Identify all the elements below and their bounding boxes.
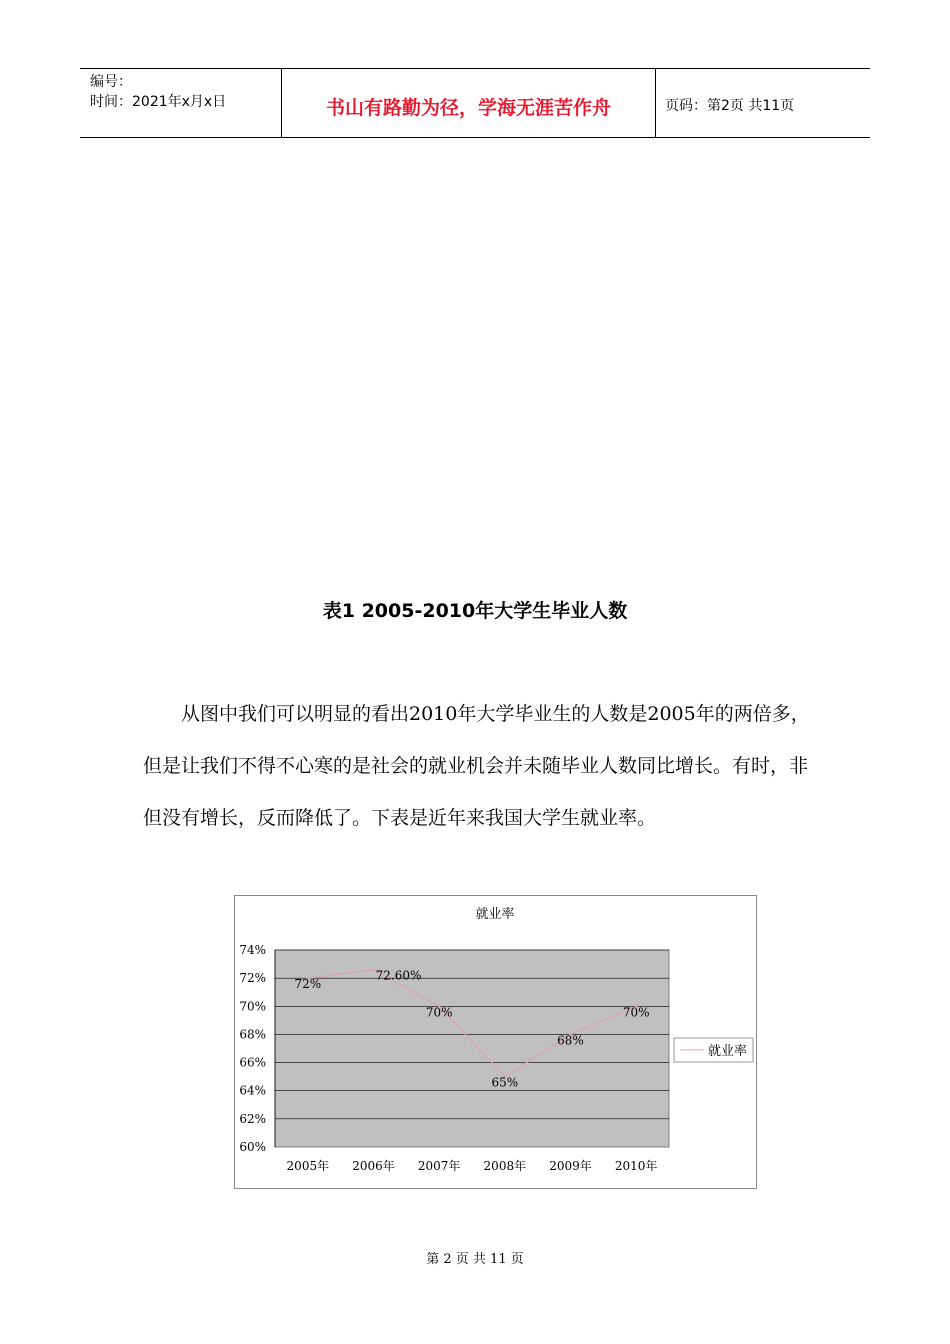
data-label: 65%: [491, 1075, 519, 1090]
x-tick-label: 2008年: [483, 1159, 527, 1173]
y-tick-label: 62%: [239, 1111, 266, 1126]
y-tick-label: 70%: [239, 999, 266, 1014]
x-tick-label: 2007年: [417, 1159, 461, 1173]
body-paragraph: [143, 688, 813, 844]
motto: 书山有路勤为径，学海无涯苦作舟: [325, 97, 611, 119]
data-point: [372, 969, 374, 971]
data-label: 68%: [557, 1033, 584, 1048]
chart-title: 就业率: [475, 907, 515, 922]
page-footer: 第 2 页 共 11 页: [426, 1252, 524, 1267]
y-tick-label: 68%: [239, 1027, 266, 1042]
x-tick-label: 2005年: [286, 1159, 330, 1173]
legend-label: 就业率: [708, 1044, 748, 1059]
y-tick-label: 74%: [239, 943, 266, 957]
y-tick-label: 66%: [239, 1055, 266, 1070]
plot-area: [275, 950, 669, 1147]
document-date: 时间：2021年x月x日: [90, 94, 227, 110]
y-tick-label: 64%: [239, 1083, 266, 1098]
header-page-cell: [655, 69, 870, 137]
document-number-label: 编号：: [90, 74, 132, 90]
x-tick-label: 2006年: [352, 1159, 395, 1173]
chart-legend: [674, 1038, 753, 1062]
header-meta-cell: [80, 69, 280, 137]
data-label: 72.60%: [375, 968, 422, 983]
data-label: 72%: [294, 977, 322, 992]
x-tick-label: 2010年: [614, 1159, 658, 1173]
header-table: [80, 68, 870, 138]
page-info: 页码：第2页 共11页: [665, 98, 795, 114]
data-label: 70%: [622, 1005, 650, 1020]
y-tick-label: 72%: [239, 971, 266, 986]
data-label: 70%: [425, 1005, 453, 1020]
table-caption: 表1 2005-2010年大学生毕业人数: [322, 600, 628, 622]
x-tick-label: 2009年: [549, 1159, 592, 1173]
header-motto-cell: [281, 69, 656, 137]
paragraph-text: 从图中我们可以明显的看出2010年大学毕业生的人数是2005年的两倍多，但是让我们不得不心寒的是社会的就业机会并未随毕业人数同比增长。有时，非但没有增长，反而降低了。下表是近年来我国大学生就业率。: [143, 703, 810, 829]
y-tick-label: 60%: [239, 1140, 266, 1154]
employment-rate-chart: [234, 895, 757, 1189]
